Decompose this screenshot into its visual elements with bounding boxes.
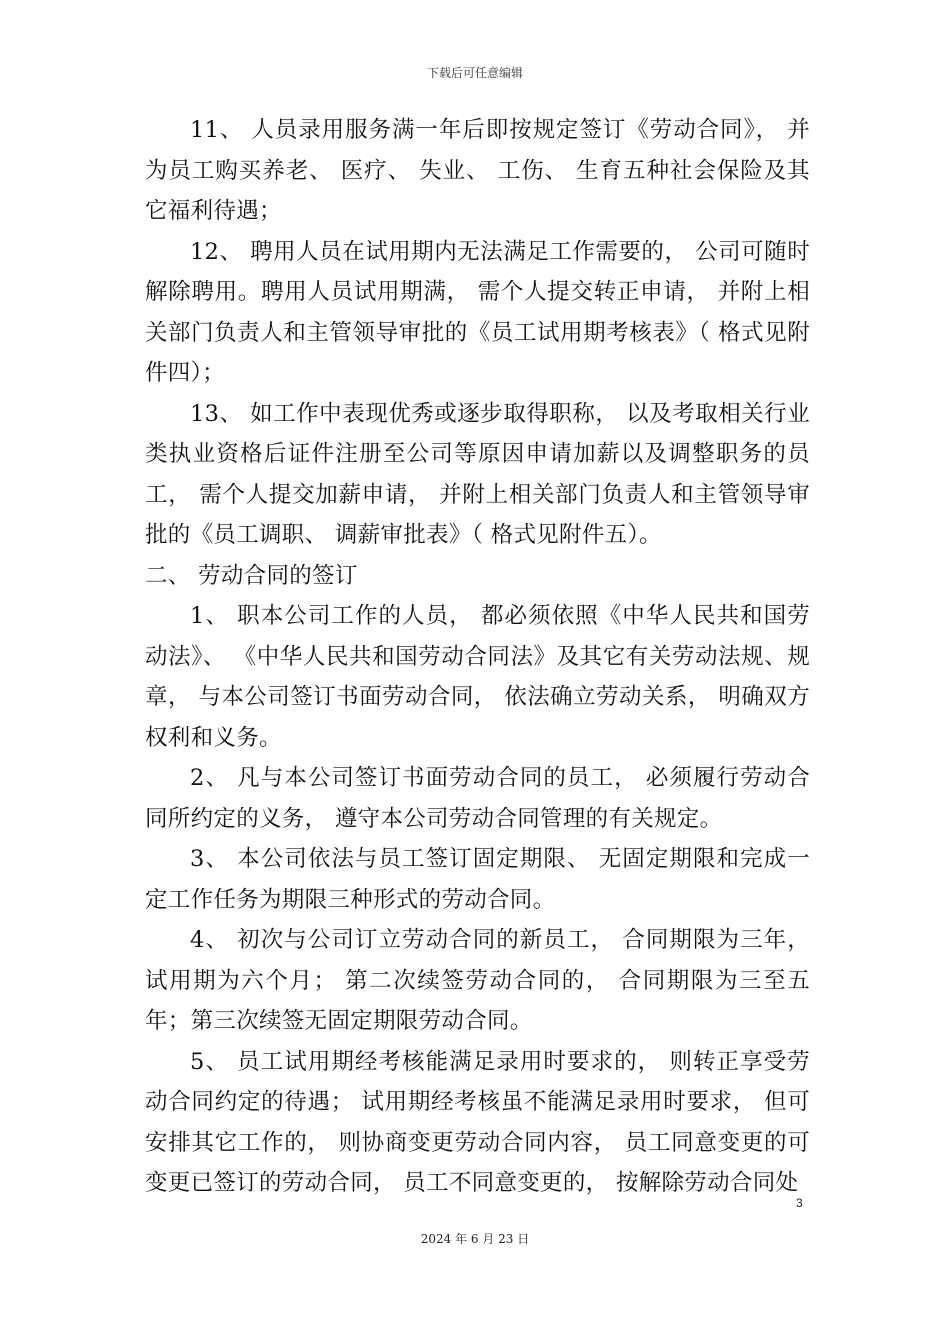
paragraph-3: 3、 本公司依法与员工签订固定期限、 无固定期限和完成一定工作任务为期限三种形式的劳动合同。 (145, 846, 810, 913)
paragraph-13: 13、 如工作中表现优秀或逐步取得职称， 以及考取相关行业类执业资格后证件注册至公司等原因申请加薪以及调整职务的员工， 需个人提交加薪申请， 并附上相关部门负责人和主管领导审批的《员工调职、 调薪审批表》（ 格式见附件五）。 (145, 400, 810, 548)
paragraph-4: 4、 初次与公司订立劳动合同的新员工， 合同期限为三年，试用期为六个月； 第二次续签劳动合同的， 合同期限为三至五年；第三次续签无固定期限劳动合同。 (145, 927, 810, 1034)
paragraph-11: 11、 人员录用服务满一年后即按规定签订《劳动合同》， 并为员工购买养老、 医疗、 失业、 工伤、 生育五种社会保险及其它福利待遇； (145, 117, 810, 224)
page-footer-date: 2024 年 6 月 23 日 (420, 1232, 530, 1246)
page-number: 3 (796, 1196, 803, 1210)
page-header: 下载后可任意编辑 (426, 66, 523, 80)
paragraph-12: 12、 聘用人员在试用期内无法满足工作需要的， 公司可随时解除聘用。聘用人员试用期满， 需个人提交转正申请， 并附上相关部门负责人和主管领导审批的《员工试用期考核表》（ 格式见附件四）； (145, 238, 810, 386)
paragraph-2: 2、 凡与本公司签订书面劳动合同的员工， 必须履行劳动合同所约定的义务， 遵守本公司劳动合同管理的有关规定。 (145, 765, 810, 832)
section-heading: 二、 劳动合同的签订 (145, 562, 358, 589)
paragraph-5: 5、 员工试用期经考核能满足录用时要求的， 则转正享受劳动合同约定的待遇； 试用期经考核虽不能满足录用时要求， 但可安排其它工作的， 则协商变更劳动合同内容， 员工同意变更的可变更已签订的劳动合同， 员工不同意变更的， 按解除劳动合同处 (145, 1048, 810, 1196)
paragraph-1: 1、 职本公司工作的人员， 都必须依照《中华人民共和国劳动法》、 《中华人民共和国劳动合同法》及其它有关劳动法规、规章， 与本公司签订书面劳动合同， 依法确立劳动关系， 明确双方权利和义务。 (145, 603, 810, 751)
document-body (145, 110, 810, 1204)
